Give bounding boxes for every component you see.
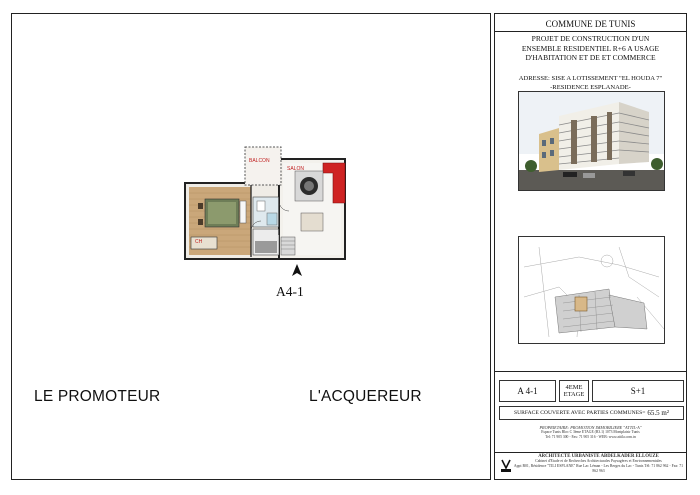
floor-level-line-1: 4EME [565,383,583,391]
project-line-2: ENSEMBLE RESIDENTIEL R+6 A USAGE [521,43,660,53]
architect-name: ARCHITECTE URBANISTE ABDELKADER ELLOUZE [538,454,659,459]
apartment-id: A 4-1 [499,380,556,402]
architect-address: Appt B01, Résidence "TILI ESPLANE" Rue Lac Léman - Les Berges du Lac - Tunis Tél: 71 862 962 - Fax: 71 862 963 [513,464,684,473]
commune-title: COMMUNE DE TUNIS [545,19,636,29]
address-block [495,74,686,92]
apartment-type: S+1 [592,380,684,402]
surface-label: SURFACE COUVERTE AVEC PARTIES COMMUNES= [514,410,646,416]
promoteur-signature-label: LE PROMOTEUR [34,388,161,405]
promoteur-address: Espace Tunis Bloc C 3ème ETAGE (B3.1) 1073 Montplaisir Tunis [541,430,640,434]
building-rendering-image [519,92,665,191]
site-plan [518,236,665,344]
unit-label: A4-1 [276,284,304,299]
title-block [494,13,687,480]
acquereur-signature-label: L'ACQUEREUR [309,388,422,405]
project-line-3: D'HABITATION ET DE ET COMMERCE [525,53,656,62]
promoteur-info [495,425,686,440]
floor-level-line-2: ETAGE [563,391,585,398]
entrance-arrow-icon [291,263,303,277]
room-label-ch: CH [195,239,203,245]
address-line-1: ADRESSE: SISE A LOTISSEMENT "EL HOUDA 7" [518,75,663,82]
building-rendering [518,91,665,191]
project-line-1: PROJET DE CONSTRUCTION D'UN [531,34,650,43]
floor-level [559,380,589,402]
site-plan-image [519,237,665,344]
surface-area [499,406,684,420]
promoteur-contact: Tel: 71 905 300 - Fax: 71 905 316 - WEB: www.attila.com.tn [545,435,636,439]
architect-info [499,454,684,478]
address-line-2: -RESIDENCE ESPLANADE- [550,84,631,91]
room-label-salon: SALON [287,166,304,172]
architect-logo-icon [499,454,513,474]
room-label-balcon: BALCON [249,158,270,164]
surface-value: 65.5 m² [647,409,669,417]
promoteur-name: PROPRIETAIRE: PROMOTION IMMOBILIERE "ATTIL-A" [539,425,642,430]
architect-firm: Cabinet d'Etude et de Recherches Architecturales Paysagères et Environnementales [535,459,662,463]
unit-info-row [499,380,684,402]
apartment-floor-plan [183,141,349,264]
project-description [495,34,686,63]
